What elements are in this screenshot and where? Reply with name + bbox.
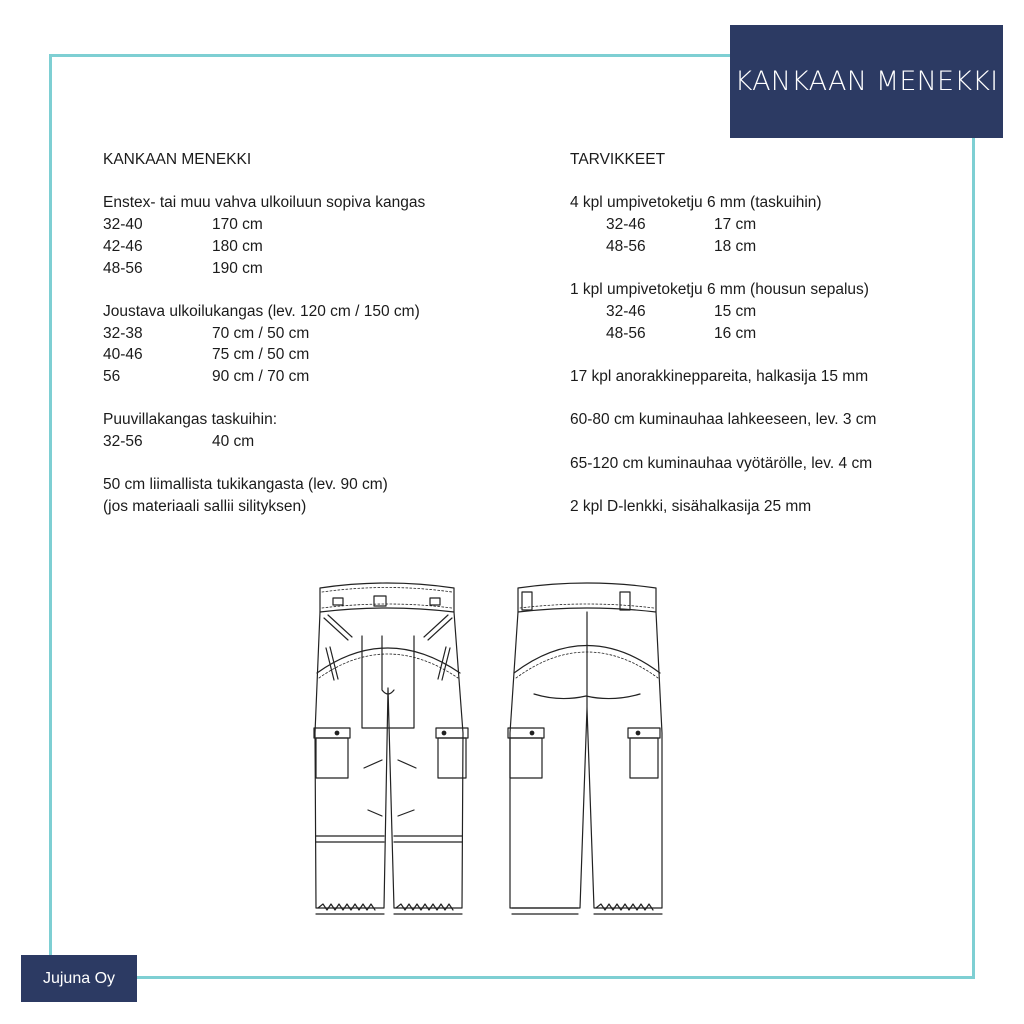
- size-row: [103, 344, 523, 366]
- size-label: 56: [103, 368, 121, 385]
- notions-section: [570, 149, 970, 540]
- notion-zip-fly: [570, 279, 970, 344]
- trousers-technical-drawing: [300, 578, 680, 923]
- trousers-front-view: [314, 583, 468, 914]
- amount-value: 90 cm / 70 cm: [212, 368, 310, 385]
- size-label: 42-46: [103, 237, 143, 255]
- fabric-group-cotton: [103, 409, 523, 452]
- amount-value: 15 cm: [714, 302, 757, 320]
- interfacing-line: (jos materiaali sallii silityksen): [103, 498, 307, 516]
- size-label: 32-38: [103, 324, 143, 342]
- brand-name: Jujuna Oy: [42, 969, 116, 987]
- notion-item: 65-120 cm kuminauhaa vyötärölle, lev. 4 cm: [570, 454, 873, 472]
- size-label: 48-56: [103, 259, 143, 277]
- fabric-section: [103, 149, 523, 540]
- notion-item: 60-80 cm kuminauhaa lahkeeseen, lev. 3 cm: [570, 411, 877, 429]
- amount-value: 70 cm / 50 cm: [212, 324, 310, 342]
- amount-value: 18 cm: [714, 237, 757, 255]
- size-row: [103, 366, 523, 388]
- notion-title: 1 kpl umpivetoketju 6 mm (housun sepalus): [570, 281, 869, 299]
- size-row: [570, 214, 970, 236]
- size-row: [103, 323, 523, 345]
- fabric-group-title: Joustava ulkoilukangas (lev. 120 cm / 150 cm): [103, 302, 420, 320]
- amount-value: 16 cm: [714, 324, 757, 342]
- size-row: [570, 301, 970, 323]
- amount-value: 40 cm: [212, 433, 255, 451]
- size-row: [570, 323, 970, 345]
- fabric-group-title: Puuvillakangas taskuihin:: [103, 411, 278, 429]
- size-label: 32-46: [606, 216, 646, 234]
- notion-item: 17 kpl anorakkineppareita, halkasija 15 mm: [570, 367, 869, 385]
- amount-value: 17 cm: [714, 216, 757, 234]
- size-row: [103, 236, 523, 258]
- amount-value: 75 cm / 50 cm: [212, 346, 310, 364]
- fabric-group-stretch: [103, 301, 523, 388]
- size-row: [570, 236, 970, 258]
- header-title-box: [730, 25, 1003, 138]
- size-row: [103, 431, 523, 453]
- size-label: 40-46: [103, 346, 143, 364]
- interfacing-line: 50 cm liimallista tukikangasta (lev. 90 cm): [103, 476, 388, 494]
- size-row: [103, 214, 523, 236]
- amount-value: 190 cm: [212, 259, 263, 277]
- size-label: 32-40: [103, 216, 143, 234]
- notion-zip-pockets: [570, 192, 970, 257]
- page-title: KANKAAN MENEKKI: [734, 66, 999, 97]
- size-label: 32-46: [606, 302, 646, 320]
- fabric-heading: KANKAAN MENEKKI: [103, 151, 252, 168]
- notions-heading: TARVIKKEET: [570, 151, 666, 168]
- trousers-back-view: [508, 583, 662, 914]
- interfacing-note: [103, 474, 523, 517]
- notion-title: 4 kpl umpivetoketju 6 mm (taskuihin): [570, 194, 822, 212]
- size-label: 32-56: [103, 433, 143, 451]
- footer-brand-box: [21, 955, 137, 1002]
- amount-value: 180 cm: [212, 237, 263, 255]
- size-row: [103, 258, 523, 280]
- notion-item: 2 kpl D-lenkki, sisähalkasija 25 mm: [570, 498, 812, 516]
- amount-value: 170 cm: [212, 216, 263, 234]
- fabric-group-enstex: [103, 192, 523, 279]
- size-label: 48-56: [606, 237, 646, 255]
- size-label: 48-56: [606, 324, 646, 342]
- fabric-group-title: Enstex- tai muu vahva ulkoiluun sopiva kangas: [103, 194, 426, 212]
